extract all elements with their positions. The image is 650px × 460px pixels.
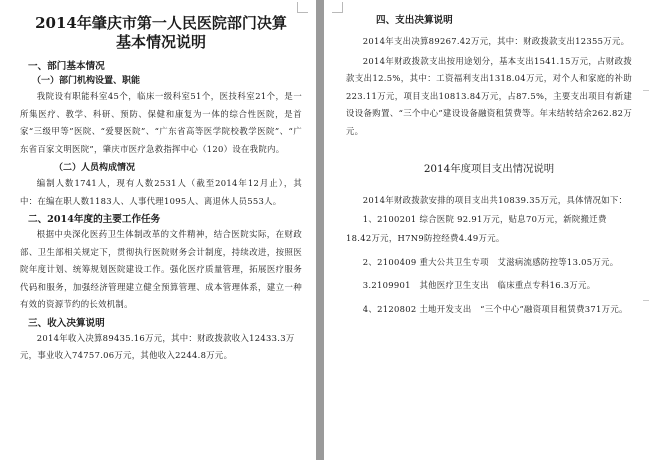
document-title-line1: 2014年肇庆市第一人民医院部门决算 <box>35 14 287 32</box>
paragraph-main-tasks: 根据中央深化医药卫生体制改革的文件精神，结合医院实际，在财政部、卫生部相关规定下，贯彻执行医院财务会计制度，持续改进，按照医院年度计划、统筹规划医院建设工作。强化医疗质量管理，拓展医疗服务代码和服务，加强经济管理建立健全预算管理、成本管理体系，建立一种有效的资源节约的长效机制。 <box>20 229 302 309</box>
page-gap <box>316 0 324 460</box>
subsection-heading-structure: （一）部门机构设置、职能 <box>32 76 141 86</box>
page-corner-mark <box>332 2 343 13</box>
project-item: 4、2120802 土地开发支出 “三个中心”融资项目租赁费371万元。 <box>362 303 628 314</box>
section-heading-basic-info: 一、部门基本情况 <box>28 61 105 72</box>
document-title-line2: 基本情况说明 <box>115 33 206 51</box>
margin-tick <box>643 300 649 301</box>
paragraph-expenditure-total: 2014年支出决算89267.42万元，其中：财政拨款支出12355万元。 <box>362 36 630 46</box>
section-heading-income: 三、收入决算说明 <box>28 317 105 329</box>
project-expenditure-title: 2014年度项目支出情况说明 <box>423 163 555 175</box>
paragraph-project-intro: 2014年财政拨款安排的项目支出共10839.35万元，具体情况如下： <box>362 195 628 205</box>
project-item: 1、2100201 综合医院 92.91万元，贴息70万元，新院搬迁费18.42万元，H7N9防控经费4.49万元。 <box>346 213 607 243</box>
project-item: 2、2100409 重大公共卫生专项 艾滋病流感防控等13.05万元。 <box>362 256 619 267</box>
paragraph-structure: 我院设有职能科室45个，临床一级科室51个，医技科室21个，是一所集医疗、教学、科研、预防、保健和康复为一体的综合性医院，是首家“三级甲等”医院、“爱婴医院”、“广东省高等医学院校教学医院”、“广东省百家文明医院”，肇庆市医疗急救指挥中心（120）设在我院内。 <box>20 91 302 154</box>
section-heading-expenditure: 四、支出决算说明 <box>376 15 453 26</box>
page-corner-mark <box>297 2 308 13</box>
page-left-content <box>20 14 302 365</box>
document-page-left <box>0 0 316 460</box>
document-page-right <box>324 0 650 460</box>
subsection-heading-personnel: （二）人员构成情况 <box>54 163 136 173</box>
paragraph-expenditure-detail: 2014年财政拨款支出按用途划分，基本支出1541.15万元，占财政拨款支出12.5%，其中：工资福利支出1318.04万元，对个人和家庭的补助223.11万元，项目支出10813.84万元，占87.5%，主要支出项目有新建设设备购置、“三个中心”建设设备融资租赁费等。年末结转结余262.82万元。 <box>346 55 632 136</box>
paragraph-income: 2014年收入决算89435.16万元，其中：财政拨款收入12433.3万元，事业收入74757.06万元，其他收入2244.8万元。 <box>20 332 295 360</box>
section-heading-main-tasks: 二、2014年度的主要工作任务 <box>28 214 161 225</box>
project-item: 3.2109901 其他医疗卫生支出 临床重点专科16.3万元。 <box>362 280 596 290</box>
margin-tick <box>643 90 649 91</box>
paragraph-personnel: 编制人数1741人，现有人数2531人（截至2014年12月止），其中：在编在职人数1183人、人事代理1095人、离退休人员553人。 <box>20 178 302 206</box>
page-right-content <box>346 14 632 319</box>
